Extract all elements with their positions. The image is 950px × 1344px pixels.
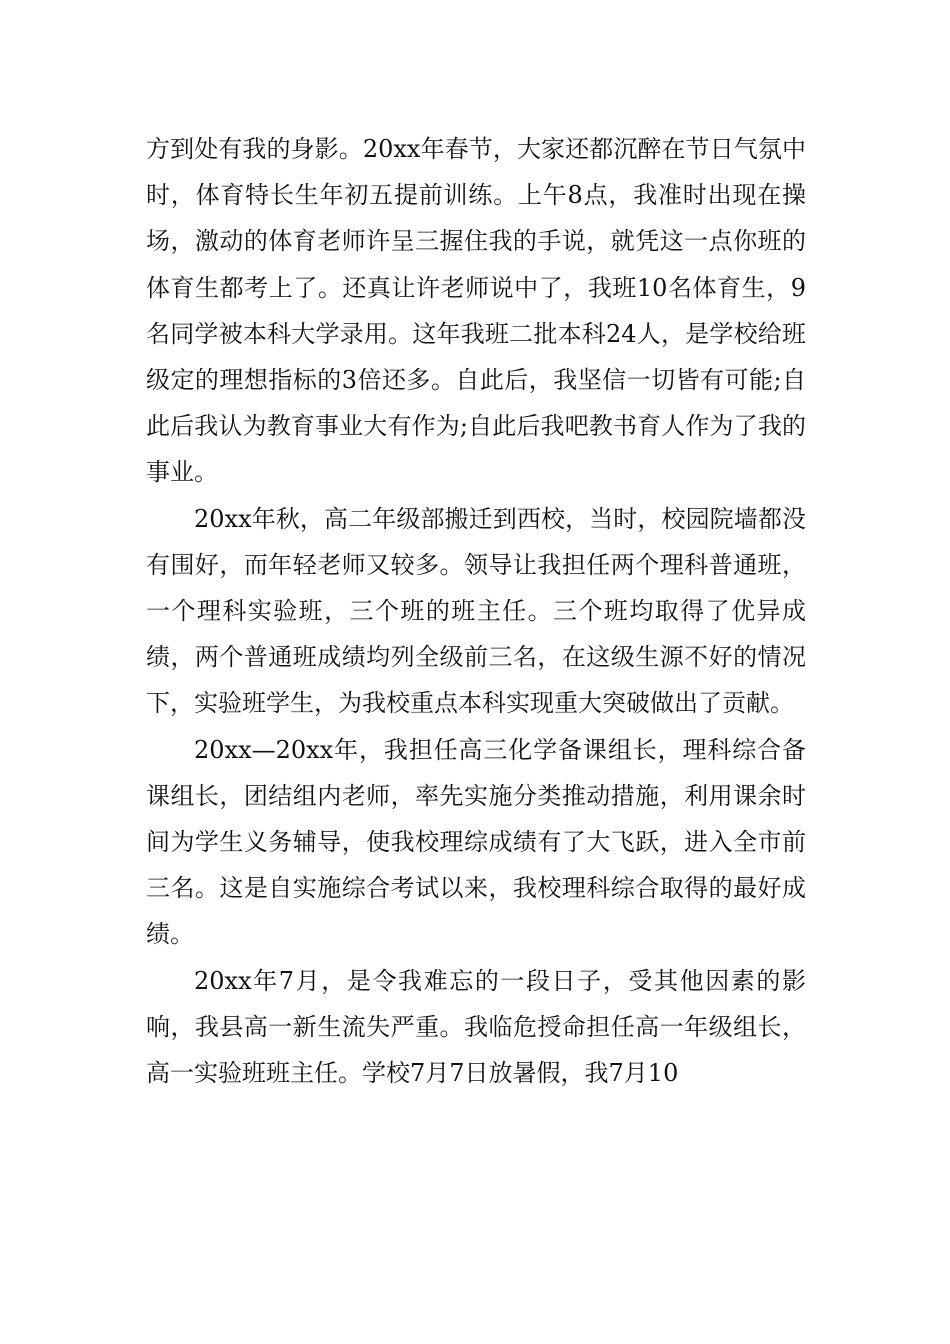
paragraph: 20xx年7月，是令我难忘的一段日子，受其他因素的影响，我县高一新生流失严重。我临危授命担任高一年级组长，高一实验班班主任。学校7月7日放暑假，我7月10 <box>146 966 806 1088</box>
document-body <box>146 126 806 1096</box>
paragraph: 20xx年秋，高二年级部搬迁到西校，当时，校园院墙都没有围好，而年轻老师又较多。领导让我担任两个理科普通班，一个理科实验班，三个班的班主任。三个班均取得了优异成绩，两个普通班成绩均列全级前三名，在这级生源不好的情况下，实验班学生，为我校重点本科实现重大突破做出了贡献。 <box>146 504 806 718</box>
paragraph: 20xx—20xx年，我担任高三化学备课组长，理科综合备课组长，团结组内老师，率先实施分类推动措施，利用课余时间为学生义务辅导，使我校理综成绩有了大飞跃，进入全市前三名。这是自实施综合考试以来，我校理科综合取得的最好成绩。 <box>146 735 806 949</box>
paragraph-continued: 方到处有我的身影。20xx年春节，大家还都沉醉在节日气氛中时，体育特长生年初五提前训练。上午8点，我准时出现在操场，激动的体育老师许呈三握住我的手说，就凭这一点你班的体育生都考上了。还真让许老师说中了，我班10名体育生，9名同学被本科大学录用。这年我班二批本科24人，是学校给班级定的理想指标的3倍还多。自此后，我坚信一切皆有可能;自此后我认为教育事业大有作为;自此后我吧教书育人作为了我的事业。 <box>146 135 806 487</box>
